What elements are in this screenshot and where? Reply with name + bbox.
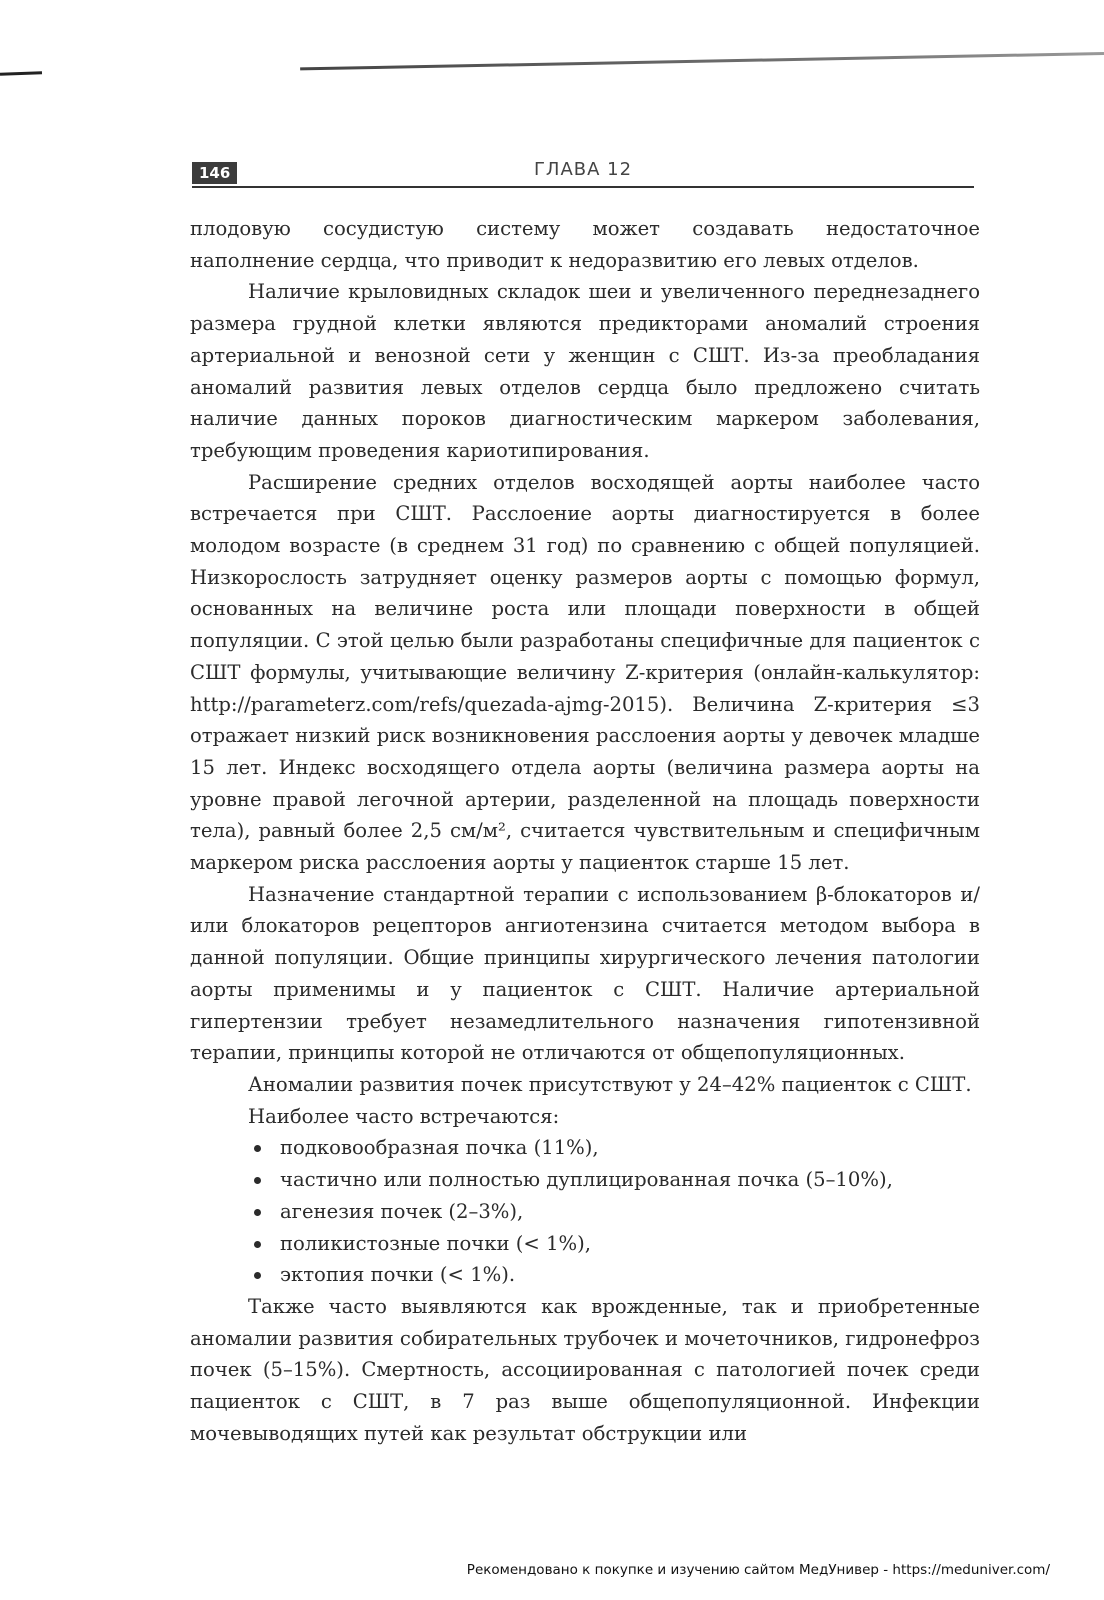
list-item: агенезия почек (2–3%),: [248, 1196, 980, 1228]
footer-watermark: Рекомендовано к покупке и изучению сайтом МедУнивер - https://meduniver.com/: [466, 1562, 1050, 1578]
page-body: [190, 213, 980, 1449]
paragraph: Наличие крыловидных складок шеи и увеличенного переднезаднего размера грудной клетки являются предикторами аномалий строения артериальной и венозной сети у женщин с СШТ. Из-за преобладания аномалий развития левых отделов сердца было предложено считать наличие данных пороков диагностическим маркером заболевания, требующим проведения кариотипирования.: [190, 280, 980, 462]
paragraph: Расширение средних отделов восходящей аорты наиболее часто встречается при СШТ. Расслоение аорты диагностируется в более молодом возрасте (в среднем 31 год) по сравнению с общей популяцией. Низкорослость затрудняет оценку размеров аорты с помощью формул, основанных на величине роста или площади поверхности в общей популяции. С этой целью были разработаны специфичные для пациенток с СШТ формулы, учитывающие величину Z-критерия (онлайн-калькулятор: http://parameterz.com/refs/quezada-ajmg-2015). Величина Z-критерия ≤3 отражает низкий риск возникновения расслоения аорты у девочек младше 15 лет. Индекс восходящего отдела аорты (величина размера аорты на уровне правой легочной артерии, разделенной на площадь поверхности тела), равный более 2,5 см/м², считается чувствительным и специфичным маркером риска расслоения аорты у пациенток старше 15 лет.: [190, 470, 980, 875]
list-item: частично или полностью дуплицированная почка (5–10%),: [248, 1164, 980, 1196]
page-number: 146: [192, 162, 237, 184]
paragraph: Назначение стандартной терапии с использованием β-блокаторов и/или блокаторов рецепторов ангиотензина считается методом выбора в данной популяции. Общие принципы хирургического лечения патологии аорты применимы и у пациенток с СШТ. Наличие артериальной гипертензии требует незамедлительного назначения гипотензивной терапии, принципы которой не отличаются от общепопуляционных.: [190, 882, 980, 1065]
list-intro: Наиболее часто встречаются:: [248, 1104, 560, 1128]
paragraph: Также часто выявляются как врожденные, так и приобретенные аномалии развития собирательных трубочек и мочеточников, гидронефроз почек (5–15%). Смертность, ассоциированная с патологией почек среди пациенток с СШТ, в 7 раз выше общепопуляционной. Инфекции мочевыводящих путей как результат обструкции или: [190, 1294, 980, 1445]
scan-artifact-line: [0, 71, 42, 75]
kidney-anomalies-list: [190, 1132, 980, 1291]
list-item: эктопия почки (< 1%).: [248, 1259, 980, 1291]
list-item: подковообразная почка (11%),: [248, 1132, 980, 1164]
chapter-title: ГЛАВА 12: [533, 159, 633, 180]
scan-artifact-top-line: [300, 52, 1104, 70]
paragraph: Аномалии развития почек присутствуют у 24–42% пациенток с СШТ.: [248, 1072, 972, 1096]
list-item: поликистозные почки (< 1%),: [248, 1228, 980, 1260]
page-header: [192, 158, 974, 188]
paragraph-continuation: плодовую сосудистую систему может создавать недостаточное наполнение сердца, что приводит к недоразвитию его левых отделов.: [190, 217, 980, 272]
